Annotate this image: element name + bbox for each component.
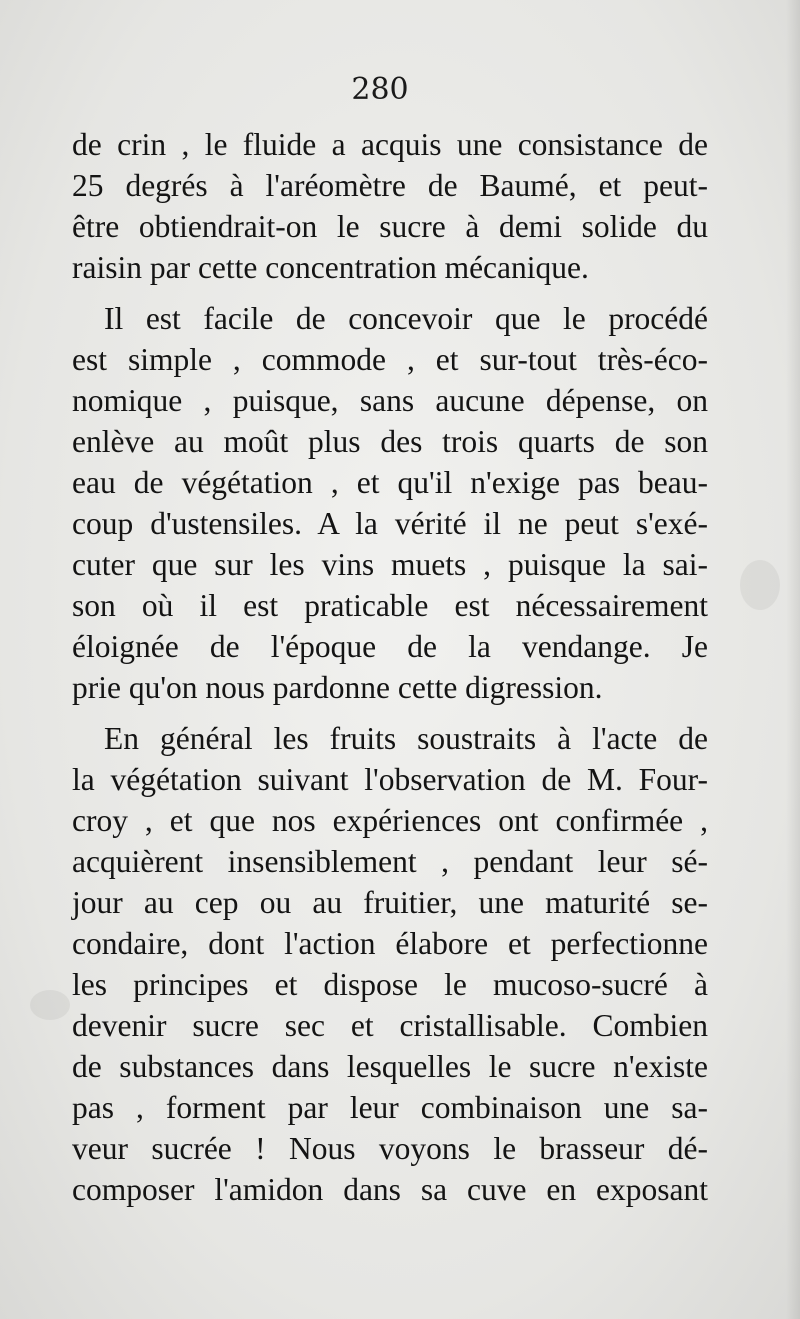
text-line: raisin par cette concentration mécanique. <box>72 250 589 285</box>
text-line: composer l'amidon dans sa cuve en exposant <box>72 1172 708 1207</box>
text-line: devenir sucre sec et cristallisable. Combien <box>72 1008 708 1043</box>
page-number: 280 <box>351 72 409 107</box>
text-line: En général les fruits soustraits à l'acte de <box>104 721 708 756</box>
text-line: de substances dans lesquelles le sucre n'existe <box>72 1049 708 1084</box>
text-line: eau de végétation , et qu'il n'exige pas beau- <box>72 465 708 500</box>
text-line: Il est facile de concevoir que le procédé <box>104 301 708 336</box>
text-line: être obtiendrait-on le sucre à demi solide du <box>72 209 708 244</box>
text-line: jour au cep ou au fruitier, une maturité se- <box>72 885 708 920</box>
text-line: 25 degrés à l'aréomètre de Baumé, et peut- <box>72 168 708 203</box>
body-text <box>72 124 708 1210</box>
text-line: de crin , le fluide a acquis une consistance de <box>72 127 708 162</box>
text-line: est simple , commode , et sur-tout très-éco- <box>72 342 708 377</box>
text-line: veur sucrée ! Nous voyons le brasseur dé- <box>72 1131 708 1166</box>
text-line: la végétation suivant l'observation de M. Four- <box>72 762 708 797</box>
text-line: cuter que sur les vins muets , puisque la sai- <box>72 547 708 582</box>
text-line: coup d'ustensiles. A la vérité il ne peut s'exé- <box>72 506 708 541</box>
text-line: éloignée de l'époque de la vendange. Je <box>72 629 708 664</box>
text-line: les principes et dispose le mucoso-sucré à <box>72 967 708 1002</box>
text-line: enlève au moût plus des trois quarts de son <box>72 424 708 459</box>
text-line: nomique , puisque, sans aucune dépense, on <box>72 383 708 418</box>
paper-stain <box>30 990 70 1020</box>
page-edge-shadow <box>786 0 800 1319</box>
text-line: condaire, dont l'action élabore et perfectionne <box>72 926 708 961</box>
text-line: pas , forment par leur combinaison une sa- <box>72 1090 708 1125</box>
text-line: son où il est praticable est nécessairement <box>72 588 708 623</box>
text-line: acquièrent insensiblement , pendant leur sé- <box>72 844 708 879</box>
paper-stain <box>740 560 780 610</box>
text-line: prie qu'on nous pardonne cette digression. <box>72 670 603 705</box>
text-line: croy , et que nos expériences ont confirmée , <box>72 803 708 838</box>
